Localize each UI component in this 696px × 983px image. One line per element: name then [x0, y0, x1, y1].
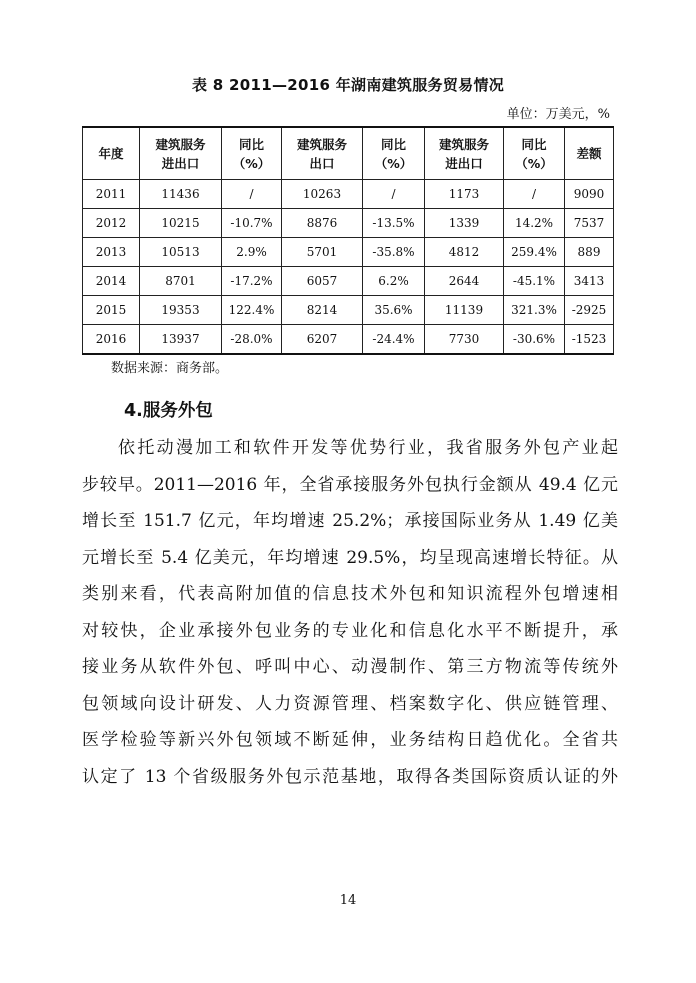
table-row [83, 180, 614, 209]
table-cell: 8876 [282, 209, 363, 238]
page-number: 14 [339, 893, 357, 908]
paragraph-line: 认定了 13 个省级服务外包示范基地，取得各类国际资质认证的外 [82, 766, 618, 787]
paragraph-line: 依托动漫加工和软件开发等优势行业，我省服务外包产业起 [118, 438, 618, 458]
table-cell: 35.6% [363, 296, 425, 325]
table-row [83, 267, 614, 296]
table-header-row [83, 127, 614, 180]
table-cell: 8214 [282, 296, 363, 325]
header-export: 建筑服务 出口 [282, 127, 363, 180]
table-cell: 19353 [140, 296, 222, 325]
table-cell: 2644 [425, 267, 504, 296]
table-cell: 11436 [140, 180, 222, 209]
header-export-yoy: 同比 （%） [363, 127, 425, 180]
paragraph-line: 接业务从软件外包、呼叫中心、动漫制作、第三方物流等传统外 [82, 657, 618, 677]
table-cell: 6207 [282, 325, 363, 355]
table-row [83, 325, 614, 355]
table-cell: -35.8% [363, 238, 425, 267]
table-cell: 10215 [140, 209, 222, 238]
table-cell: -28.0% [222, 325, 282, 355]
table-cell: -1523 [565, 325, 614, 355]
table-cell: 1339 [425, 209, 504, 238]
table-cell: 2013 [83, 238, 140, 267]
table-cell: 2015 [83, 296, 140, 325]
table-cell: -13.5% [363, 209, 425, 238]
table-cell: 259.4% [504, 238, 565, 267]
header-balance: 差额 [565, 127, 614, 180]
table-cell: 321.3% [504, 296, 565, 325]
table-cell: 6057 [282, 267, 363, 296]
section-heading: 4.服务外包 [124, 401, 213, 421]
body-paragraph [82, 430, 618, 795]
table-row [83, 238, 614, 267]
table-cell: 2016 [83, 325, 140, 355]
table-cell: 2.9% [222, 238, 282, 267]
table-cell: 14.2% [504, 209, 565, 238]
table-cell: -17.2% [222, 267, 282, 296]
header-import-yoy: 同比 （%） [504, 127, 565, 180]
table-cell: 8701 [140, 267, 222, 296]
paragraph-line: 类别来看，代表高附加值的信息技术外包和知识流程外包增速相 [82, 584, 618, 604]
table-cell: 1173 [425, 180, 504, 209]
table-cell: / [363, 180, 425, 209]
table-cell: 889 [565, 238, 614, 267]
table-cell: 7730 [425, 325, 504, 355]
table-cell: 4812 [425, 238, 504, 267]
table-unit-note: 单位：万美元，% [506, 107, 610, 122]
table-cell: 2014 [83, 267, 140, 296]
table-cell: 9090 [565, 180, 614, 209]
paragraph-line: 增长至 151.7 亿元，年均增速 25.2%；承接国际业务从 1.49 亿美 [82, 511, 618, 531]
table-cell: 2011 [83, 180, 140, 209]
table-cell: 3413 [565, 267, 614, 296]
table-source-note: 数据来源：商务部。 [111, 361, 229, 376]
table-cell: 10263 [282, 180, 363, 209]
table-cell: -24.4% [363, 325, 425, 355]
table-row [83, 296, 614, 325]
table-cell: 11139 [425, 296, 504, 325]
trade-table [82, 126, 614, 355]
table-row [83, 209, 614, 238]
table-cell: / [222, 180, 282, 209]
table-cell: 6.2% [363, 267, 425, 296]
table-cell: -2925 [565, 296, 614, 325]
paragraph-line: 对较快，企业承接外包业务的专业化和信息化水平不断提升，承 [82, 620, 618, 641]
paragraph-line: 包领域向设计研发、人力资源管理、档案数字化、供应链管理、 [82, 693, 618, 714]
table-cell: 7537 [565, 209, 614, 238]
table-cell: 13937 [140, 325, 222, 355]
table-cell: -45.1% [504, 267, 565, 296]
paragraph-line: 步较早。2011—2016 年，全省承接服务外包执行金额从 49.4 亿元 [82, 474, 618, 495]
table-cell: 2012 [83, 209, 140, 238]
paragraph-line: 元增长至 5.4 亿美元，年均增速 29.5%，均呈现高速增长特征。从 [82, 547, 618, 568]
table-cell: 10513 [140, 238, 222, 267]
header-total: 建筑服务 进出口 [140, 127, 222, 180]
table-cell: -30.6% [504, 325, 565, 355]
paragraph-line: 医学检验等新兴外包领域不断延伸，业务结构日趋优化。全省共 [82, 730, 618, 750]
header-year: 年度 [83, 127, 140, 180]
table-cell: 5701 [282, 238, 363, 267]
header-import: 建筑服务 进出口 [425, 127, 504, 180]
header-total-yoy: 同比 （%） [222, 127, 282, 180]
table-cell: 122.4% [222, 296, 282, 325]
table-caption: 表 8 2011—2016 年湖南建筑服务贸易情况 [191, 76, 505, 94]
table-cell: -10.7% [222, 209, 282, 238]
table-cell: / [504, 180, 565, 209]
